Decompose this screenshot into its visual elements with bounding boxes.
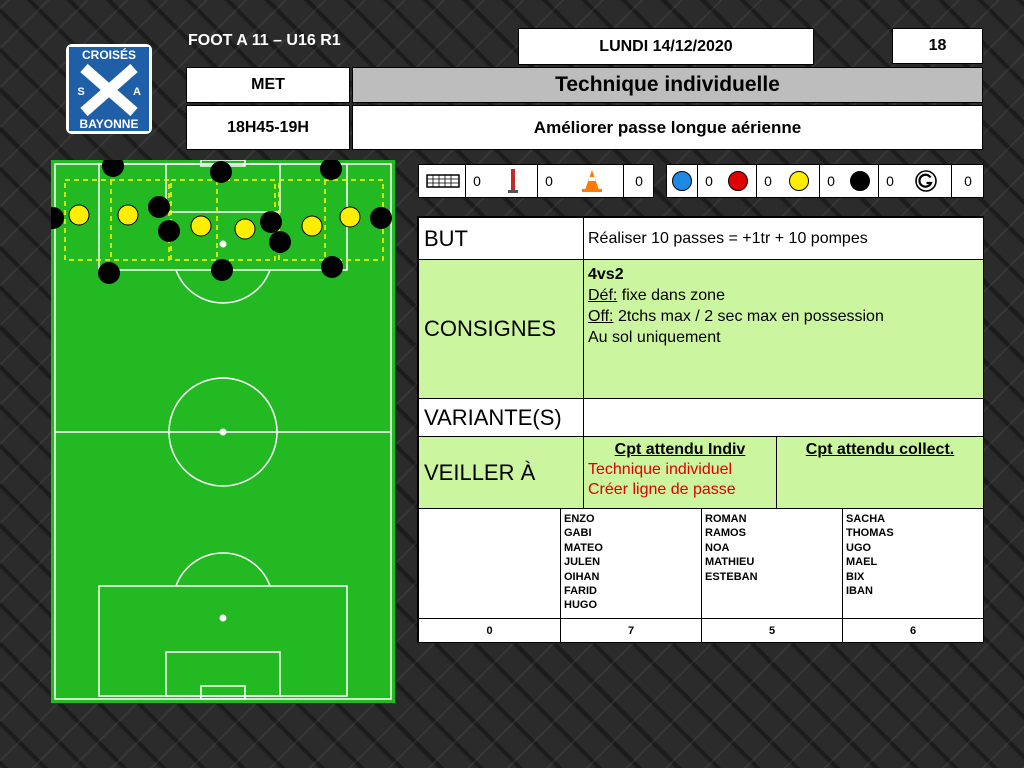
consignes-def	[588, 285, 979, 306]
red-bib-count: 0	[756, 165, 779, 197]
g-count: 0	[951, 165, 984, 197]
veiller-label: VEILLER À	[418, 436, 584, 509]
off-text: 2tchs max / 2 sec max en possession	[613, 308, 884, 325]
session-title: FOOT A 11 – U16 R1	[188, 32, 341, 49]
collect-header: Cpt attendu collect.	[805, 441, 955, 458]
indiv-item: Créer ligne de passe	[588, 481, 736, 498]
g-icon	[901, 165, 951, 197]
player-name: THOMAS	[846, 527, 894, 540]
logo-letter-left: S	[77, 86, 85, 98]
group-1-count: 7	[560, 618, 702, 643]
goal-count: 0	[465, 165, 488, 197]
collect-cell	[776, 436, 984, 509]
consignes-label: CONSIGNES	[418, 259, 584, 399]
session-date: LUNDI 14/12/2020	[518, 28, 814, 65]
def-text: fixe dans zone	[617, 287, 725, 304]
off-label: Off:	[588, 308, 614, 325]
player-name: MATHIEU	[705, 556, 755, 569]
variantes-text	[583, 398, 984, 437]
blue-bib-icon	[667, 165, 697, 197]
session-objective: Améliorer passe longue aérienne	[352, 105, 983, 150]
session-phase: MET	[186, 67, 350, 103]
blue-bib-count: 0	[697, 165, 720, 197]
group-2-count: 5	[701, 618, 843, 643]
player-name: HUGO	[564, 599, 597, 612]
goal-icon	[421, 165, 465, 197]
black-bib-count: 0	[878, 165, 901, 197]
group-0-names	[418, 508, 561, 619]
logo-top-text: CROISÉS	[81, 48, 137, 62]
pitch-diagram	[51, 160, 395, 703]
group-3-count: 6	[842, 618, 984, 643]
yellow-bib-count: 0	[819, 165, 842, 197]
group-1-names	[560, 508, 702, 619]
group-3-names	[842, 508, 984, 619]
session-theme: Technique individuelle	[352, 67, 983, 103]
player-name: OIHAN	[564, 570, 600, 583]
pitch-svg	[51, 160, 395, 703]
cone-icon	[561, 165, 623, 197]
club-logo	[66, 44, 152, 134]
indiv-cell	[583, 436, 777, 509]
group-0-count: 0	[418, 618, 561, 643]
but-text: Réaliser 10 passes = +1tr + 10 pompes	[583, 217, 984, 260]
consignes-text	[583, 259, 984, 399]
variantes-label: VARIANTE(S)	[418, 398, 584, 437]
player-name: ESTEBAN	[705, 570, 758, 583]
player-name: FARID	[564, 585, 597, 598]
player-name: MAEL	[846, 556, 878, 569]
def-label: Déf:	[588, 287, 618, 304]
pole-icon	[489, 165, 537, 197]
red-bib-icon	[720, 165, 756, 197]
player-name: IBAN	[846, 585, 873, 598]
player-name: ROMAN	[705, 513, 747, 525]
player-name: MATEO	[564, 541, 603, 554]
player-name: SACHA	[846, 513, 886, 525]
player-name: ENZO	[564, 513, 595, 525]
equipment-bar-right	[666, 164, 984, 198]
player-name: GABI	[564, 527, 592, 540]
but-label: BUT	[418, 217, 584, 260]
equipment-bar-left	[418, 164, 654, 198]
indiv-item: Technique individuel	[588, 461, 733, 478]
player-name: RAMOS	[705, 527, 746, 540]
session-time: 18H45-19H	[186, 105, 350, 150]
player-name: NOA	[705, 541, 730, 554]
pole-count: 0	[537, 165, 560, 197]
session-table	[417, 216, 984, 643]
consignes-title: 4vs2	[588, 266, 624, 283]
consignes-off	[588, 306, 979, 327]
logo-letter-right: A	[133, 86, 141, 98]
consignes-line4: Au sol uniquement	[588, 329, 721, 346]
player-name: JULEN	[564, 556, 601, 569]
yellow-bib-icon	[779, 165, 819, 197]
group-2-names	[701, 508, 843, 619]
black-bib-icon	[842, 165, 878, 197]
cone-count: 0	[623, 165, 654, 197]
player-name: BIX	[846, 570, 865, 583]
session-number: 18	[892, 28, 983, 64]
player-name: UGO	[846, 541, 872, 554]
logo-bottom-text: BAYONNE	[79, 117, 139, 131]
indiv-header: Cpt attendu Indiv	[614, 441, 746, 458]
